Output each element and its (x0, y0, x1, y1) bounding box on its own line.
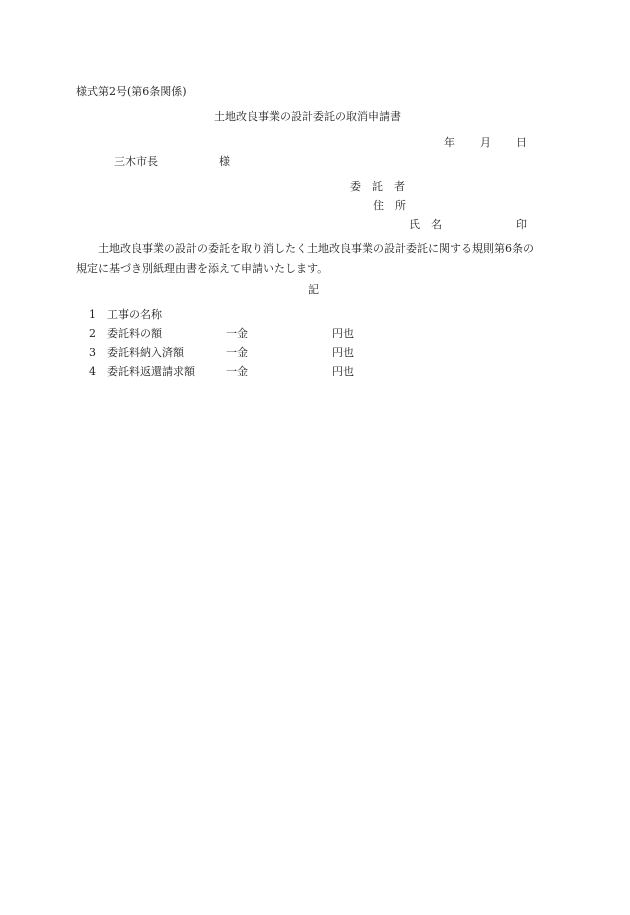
form-number: 様式第2号(第6条関係) (76, 85, 187, 98)
item-label: 工事の名称 (107, 308, 162, 321)
item-number: 1 (89, 308, 96, 321)
item-label: 委託料の額 (107, 327, 162, 340)
applicant-address-label: 住 所 (373, 199, 406, 212)
item-number: 4 (89, 365, 96, 378)
date-day-label: 日 (516, 136, 527, 149)
item-suffix: 円也 (332, 327, 354, 340)
item-label: 委託料納入済額 (107, 346, 184, 359)
item-suffix: 円也 (332, 346, 354, 359)
ki-heading: 記 (308, 283, 319, 296)
applicant-header: 委 託 者 (350, 180, 405, 193)
seal-mark: 印 (516, 218, 527, 231)
item-prefix: 一金 (226, 346, 248, 359)
item-number: 3 (89, 346, 96, 359)
item-label: 委託料返還請求額 (107, 365, 195, 378)
item-suffix: 円也 (332, 365, 354, 378)
application-body-text: 土地改良事業の設計の委託を取り消したく土地改良事業の設計委託に関する規則第6条の規定に基づき別紙理由書を添えて申請いたします。 (76, 242, 534, 275)
item-prefix: 一金 (226, 365, 248, 378)
document-title: 土地改良事業の設計委託の取消申請書 (214, 110, 401, 123)
item-number: 2 (89, 327, 96, 340)
date-month-label: 月 (480, 136, 491, 149)
item-prefix: 一金 (226, 327, 248, 340)
addressee-honorific: 様 (219, 155, 230, 168)
addressee-name: 三木市長 (114, 155, 158, 168)
date-year-label: 年 (444, 136, 455, 149)
applicant-name-label: 氏 名 (409, 218, 442, 231)
